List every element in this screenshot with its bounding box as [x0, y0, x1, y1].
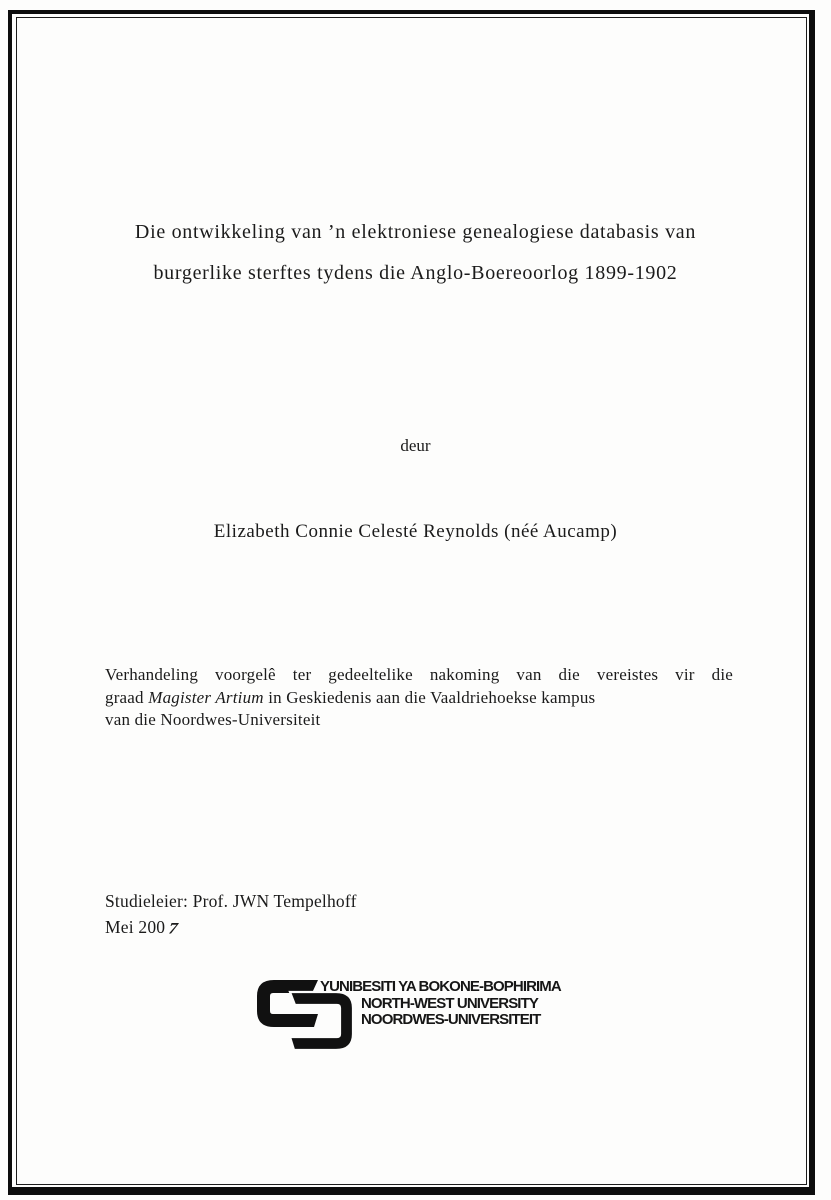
date-last-digit: 7	[166, 918, 182, 938]
degree-statement-line1: Verhandeling voorgelê ter gedeeltelike nakoming van die vereistes vir die	[105, 665, 733, 684]
supervisor-line: Studieleier: Prof. JWN Tempelhoff	[105, 891, 357, 911]
university-logo	[257, 979, 561, 1052]
degree-statement-line2	[105, 687, 733, 710]
university-logo-text	[320, 979, 561, 1029]
byline-word: deur	[400, 436, 431, 455]
thesis-title-line1: Die ontwikkeling van ’n elektroniese genealogiese databasis van	[134, 221, 697, 243]
degree-statement-line2-suffix: in Geskiedenis aan die Vaaldriehoekse kampus	[263, 687, 596, 707]
logo-line-setswana: YUNIBESITI YA BOKONE-BOPHIRIMA	[320, 978, 561, 995]
date-prefix: Mei 200	[105, 917, 166, 937]
degree-statement-line2-prefix: graad	[105, 687, 149, 707]
degree-name-italic: Magister Artium	[148, 687, 264, 707]
logo-line-english: NORTH-WEST UNIVERSITY	[361, 994, 538, 1012]
degree-statement	[105, 664, 733, 732]
logo-line-afrikaans: NOORDWES-UNIVERSITEIT	[361, 1011, 541, 1028]
thesis-title	[0, 212, 831, 294]
supervisor-date-block	[105, 888, 357, 940]
author-name: Elizabeth Connie Celesté Reynolds (néé Aucamp)	[213, 521, 618, 542]
date-line	[105, 914, 357, 940]
degree-statement-line3: van die Noordwes-Universiteit	[105, 710, 321, 729]
thesis-title-line2: burgerlike sterftes tydens die Anglo-Boereoorlog 1899-1902	[153, 262, 678, 284]
